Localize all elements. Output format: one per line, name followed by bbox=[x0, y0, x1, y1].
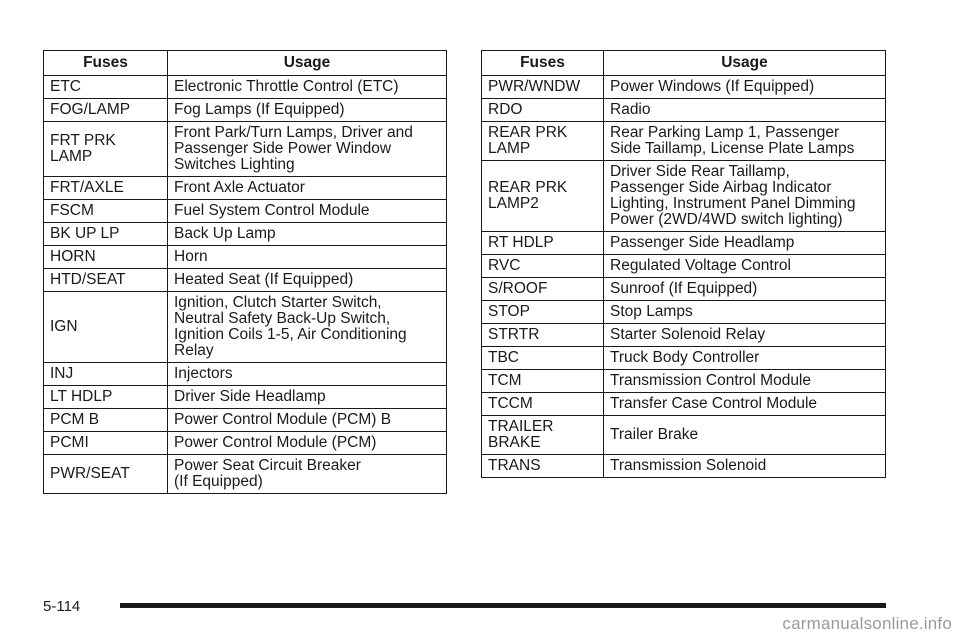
table-row bbox=[482, 455, 886, 478]
fuse-name-cell: TBC bbox=[482, 347, 604, 370]
table-row bbox=[482, 393, 886, 416]
fuse-usage-cell: Front Park/Turn Lamps, Driver and Passenger Side Power Window Switches Lighting bbox=[168, 122, 447, 177]
fuse-usage-cell: Radio bbox=[604, 99, 886, 122]
table-row bbox=[482, 301, 886, 324]
table-row bbox=[44, 76, 447, 99]
fuse-name-cell: STRTR bbox=[482, 324, 604, 347]
fuse-usage-cell: Fuel System Control Module bbox=[168, 200, 447, 223]
header-fuses: Fuses bbox=[44, 51, 168, 76]
table-row bbox=[482, 416, 886, 455]
header-usage: Usage bbox=[168, 51, 447, 76]
fuse-usage-cell: Driver Side Headlamp bbox=[168, 386, 447, 409]
table-row bbox=[44, 455, 447, 494]
fuse-name-cell: TRAILER BRAKE bbox=[482, 416, 604, 455]
table-row bbox=[44, 432, 447, 455]
fuse-usage-cell: Power Seat Circuit Breaker (If Equipped) bbox=[168, 455, 447, 494]
fuse-usage-cell: Electronic Throttle Control (ETC) bbox=[168, 76, 447, 99]
watermark: carmanualsonline.info bbox=[782, 614, 952, 633]
fuse-name-cell: RVC bbox=[482, 255, 604, 278]
page-number: 5-114 bbox=[43, 598, 81, 615]
fuse-usage-cell: Power Control Module (PCM) bbox=[168, 432, 447, 455]
table-row bbox=[482, 232, 886, 255]
fuse-name-cell: FRT/AXLE bbox=[44, 177, 168, 200]
fuse-usage-cell: Back Up Lamp bbox=[168, 223, 447, 246]
fuse-usage-cell: Power Windows (If Equipped) bbox=[604, 76, 886, 99]
fuse-name-cell: ETC bbox=[44, 76, 168, 99]
fuse-usage-cell: Power Control Module (PCM) B bbox=[168, 409, 447, 432]
fuse-usage-cell: Transmission Solenoid bbox=[604, 455, 886, 478]
table-row bbox=[482, 161, 886, 232]
fuse-usage-cell: Starter Solenoid Relay bbox=[604, 324, 886, 347]
table-row bbox=[44, 122, 447, 177]
fuse-name-cell: IGN bbox=[44, 292, 168, 363]
table-row bbox=[482, 99, 886, 122]
header-fuses: Fuses bbox=[482, 51, 604, 76]
fuse-usage-cell: Horn bbox=[168, 246, 447, 269]
fuse-name-cell: FSCM bbox=[44, 200, 168, 223]
table-header-row bbox=[44, 51, 447, 76]
fuse-table-left bbox=[43, 50, 447, 494]
table-row bbox=[482, 122, 886, 161]
fuse-name-cell: TRANS bbox=[482, 455, 604, 478]
fuse-usage-cell: Transfer Case Control Module bbox=[604, 393, 886, 416]
fuse-name-cell: FRT PRK LAMP bbox=[44, 122, 168, 177]
fuse-name-cell: REAR PRK LAMP2 bbox=[482, 161, 604, 232]
fuse-usage-cell: Regulated Voltage Control bbox=[604, 255, 886, 278]
fuse-name-cell: RDO bbox=[482, 99, 604, 122]
table-row bbox=[482, 278, 886, 301]
table-row bbox=[44, 386, 447, 409]
fuse-usage-cell: Sunroof (If Equipped) bbox=[604, 278, 886, 301]
fuse-usage-cell: Driver Side Rear Taillamp, Passenger Side Airbag Indicator Lighting, Instrument Panel Dimming Power (2WD/4WD switch lighting) bbox=[604, 161, 886, 232]
table-row bbox=[44, 223, 447, 246]
table-row bbox=[44, 409, 447, 432]
fuse-usage-cell: Injectors bbox=[168, 363, 447, 386]
fuse-usage-cell: Rear Parking Lamp 1, Passenger Side Taillamp, License Plate Lamps bbox=[604, 122, 886, 161]
fuse-usage-cell: Truck Body Controller bbox=[604, 347, 886, 370]
fuse-name-cell: BK UP LP bbox=[44, 223, 168, 246]
fuse-name-cell: FOG/LAMP bbox=[44, 99, 168, 122]
fuse-name-cell: TCCM bbox=[482, 393, 604, 416]
table-row bbox=[482, 255, 886, 278]
fuse-usage-cell: Transmission Control Module bbox=[604, 370, 886, 393]
table-row bbox=[44, 99, 447, 122]
table-header-row bbox=[482, 51, 886, 76]
fuse-name-cell: HORN bbox=[44, 246, 168, 269]
header-usage: Usage bbox=[604, 51, 886, 76]
table-row bbox=[482, 370, 886, 393]
fuse-name-cell: PCM B bbox=[44, 409, 168, 432]
fuse-usage-cell: Heated Seat (If Equipped) bbox=[168, 269, 447, 292]
table-row bbox=[482, 324, 886, 347]
fuse-name-cell: TCM bbox=[482, 370, 604, 393]
fuse-name-cell: PWR/SEAT bbox=[44, 455, 168, 494]
fuse-usage-cell: Ignition, Clutch Starter Switch, Neutral Safety Back-Up Switch, Ignition Coils 1-5, Air Conditioning Relay bbox=[168, 292, 447, 363]
fuse-usage-cell: Stop Lamps bbox=[604, 301, 886, 324]
table-row bbox=[482, 347, 886, 370]
table-row bbox=[44, 246, 447, 269]
footer-rule bbox=[120, 603, 886, 608]
fuse-name-cell: HTD/SEAT bbox=[44, 269, 168, 292]
table-row bbox=[44, 292, 447, 363]
fuse-table-right bbox=[481, 50, 886, 478]
fuse-usage-cell: Trailer Brake bbox=[604, 416, 886, 455]
fuse-name-cell: STOP bbox=[482, 301, 604, 324]
fuse-name-cell: RT HDLP bbox=[482, 232, 604, 255]
fuse-name-cell: PCMI bbox=[44, 432, 168, 455]
fuse-name-cell: INJ bbox=[44, 363, 168, 386]
fuse-name-cell: PWR/WNDW bbox=[482, 76, 604, 99]
table-row bbox=[44, 363, 447, 386]
fuse-usage-cell: Passenger Side Headlamp bbox=[604, 232, 886, 255]
fuse-usage-cell: Front Axle Actuator bbox=[168, 177, 447, 200]
table-row bbox=[44, 177, 447, 200]
fuse-name-cell: S/ROOF bbox=[482, 278, 604, 301]
fuse-name-cell: REAR PRK LAMP bbox=[482, 122, 604, 161]
table-row bbox=[482, 76, 886, 99]
fuse-usage-cell: Fog Lamps (If Equipped) bbox=[168, 99, 447, 122]
table-row bbox=[44, 200, 447, 223]
table-row bbox=[44, 269, 447, 292]
fuse-name-cell: LT HDLP bbox=[44, 386, 168, 409]
